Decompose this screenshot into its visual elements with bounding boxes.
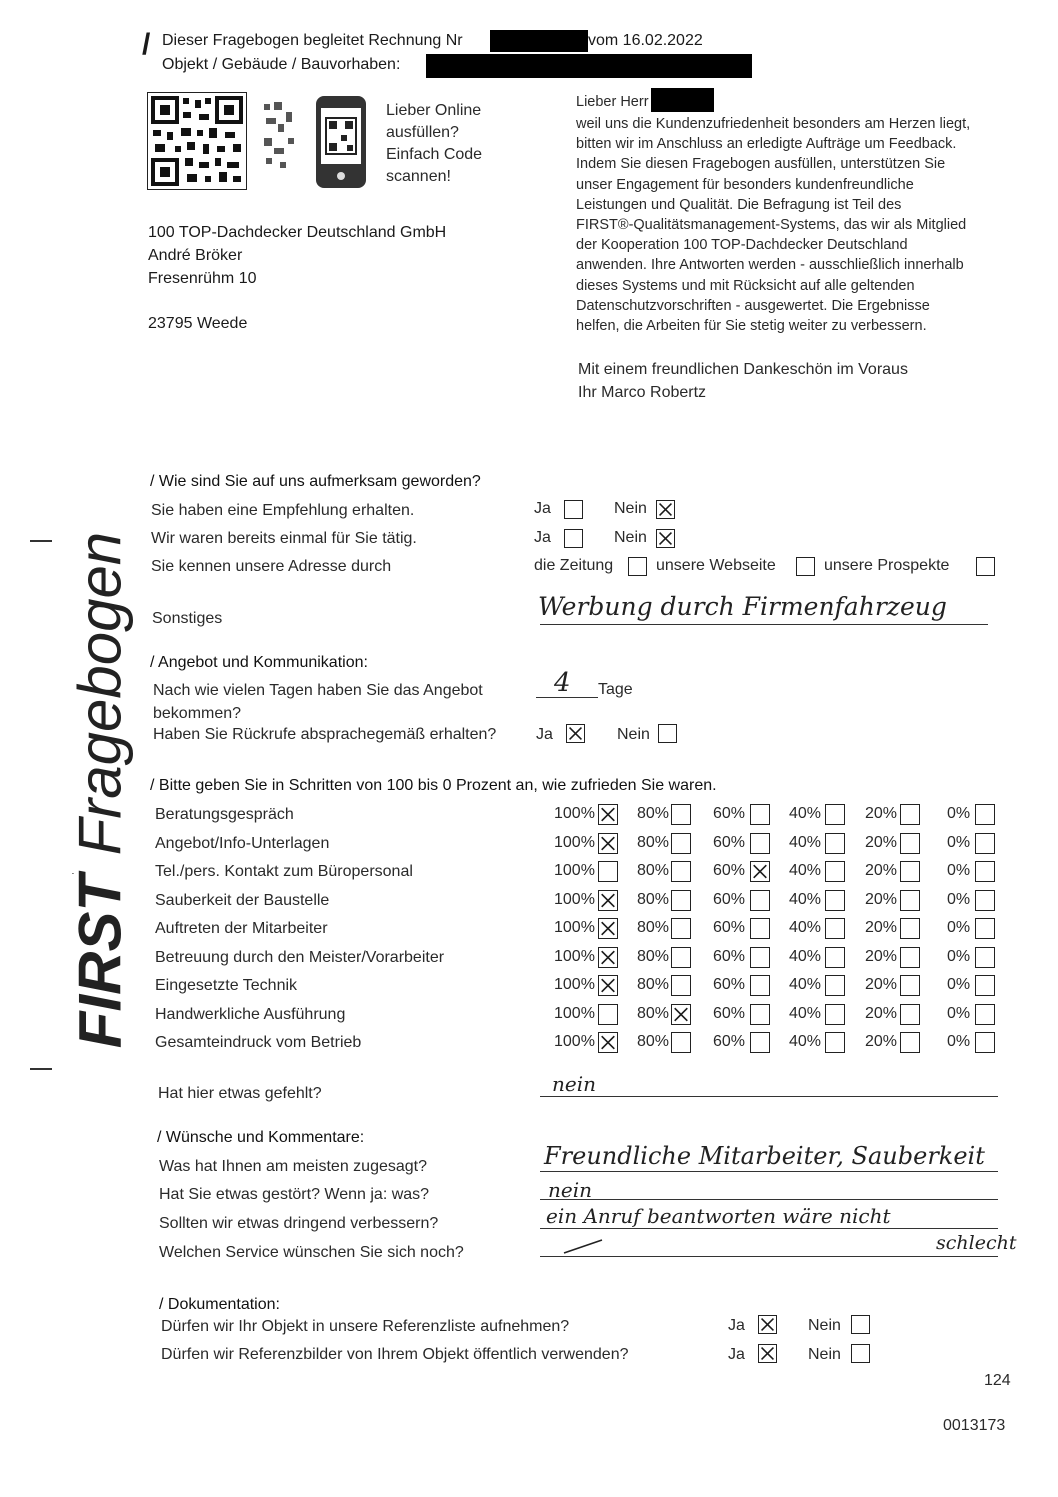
letter-signature: Ihr Marco Robertz (578, 384, 707, 401)
rating-checkbox-3-2[interactable] (750, 890, 770, 911)
rating-checkbox-5-4[interactable] (900, 947, 920, 968)
rating-level-label: 80% (637, 919, 670, 936)
rating-checkbox-1-3[interactable] (825, 833, 845, 854)
label-nein: Nein (808, 1317, 841, 1334)
check-x-icon (599, 1033, 617, 1052)
check-x-icon (751, 862, 769, 881)
rating-row-label: Auftreten der Mitarbeiter (155, 920, 328, 937)
rating-checkbox-8-1[interactable] (671, 1032, 691, 1053)
zugesagt-underline (540, 1171, 998, 1172)
phone-scan-icon (262, 94, 374, 190)
rating-checkbox-4-5[interactable] (975, 918, 995, 939)
rating-checkbox-3-3[interactable] (825, 890, 845, 911)
checkbox-taetig-ja[interactable] (564, 529, 583, 548)
rating-checkbox-5-1[interactable] (671, 947, 691, 968)
redaction-invoice-number (490, 30, 588, 52)
check-x-icon (599, 919, 617, 938)
address-city: 23795 Weede (148, 315, 248, 332)
q-adresse: Sie kennen unsere Adresse durch (151, 558, 392, 575)
rating-checkbox-1-5[interactable] (975, 833, 995, 854)
section5-title: / Dokumentation: (159, 1296, 280, 1313)
address-name: André Bröker (148, 247, 243, 264)
address-company: 100 TOP-Dachdecker Deutschland GmbH (148, 224, 447, 241)
address-street: Fresenrühm 10 (148, 270, 257, 287)
rating-row-label: Beratungsgespräch (155, 806, 294, 823)
rating-checkbox-4-4[interactable] (900, 918, 920, 939)
rating-checkbox-8-4[interactable] (900, 1032, 920, 1053)
check-x-icon (672, 1005, 690, 1024)
rating-checkbox-7-4[interactable] (900, 1004, 920, 1025)
rating-level-label: 20% (865, 976, 898, 993)
rating-checkbox-2-2[interactable] (750, 861, 770, 882)
rating-level-label: 0% (947, 805, 971, 822)
rating-row-label: Betreuung durch den Meister/Vorarbeiter (155, 949, 445, 966)
invoice-line-prefix: Dieser Fragebogen begleitet Rechnung Nr (162, 32, 463, 49)
rating-level-label: 80% (637, 1005, 670, 1022)
checkbox-referenzbilder-nein[interactable] (851, 1344, 870, 1363)
rating-level-label: 40% (789, 948, 822, 965)
q-angebot-tage-2: bekommen? (153, 705, 242, 722)
answer-gestoert[interactable]: nein (548, 1178, 592, 1202)
rating-level-label: 40% (789, 1005, 822, 1022)
rating-level-label: 60% (713, 805, 746, 822)
rating-level-label: 80% (637, 1033, 670, 1050)
rating-checkbox-1-2[interactable] (750, 833, 770, 854)
rating-checkbox-6-5[interactable] (975, 975, 995, 996)
rating-checkbox-4-1[interactable] (671, 918, 691, 939)
rating-level-label: 20% (865, 805, 898, 822)
rating-level-label: 80% (637, 805, 670, 822)
rating-level-label: 60% (713, 948, 746, 965)
rating-level-label: 0% (947, 891, 971, 908)
letter-line: helfen, die Arbeiten für Sie stetig weiter zu verbessern. (576, 318, 927, 335)
rating-checkbox-2-4[interactable] (900, 861, 920, 882)
check-x-icon (599, 976, 617, 995)
side-title-regular: Fragebogen (66, 531, 134, 856)
qr-promo-line-3: Einfach Code (386, 146, 483, 163)
object-label: Objekt / Gebäude / Bauvorhaben: (162, 56, 401, 73)
rating-checkbox-7-3[interactable] (825, 1004, 845, 1025)
section1-title: / Wie sind Sie auf uns aufmerksam geworden? (150, 473, 481, 490)
rating-checkbox-7-1[interactable] (671, 1004, 691, 1025)
fold-mark-top (30, 540, 52, 542)
q-referenzbilder: Dürfen wir Referenzbilder von Ihrem Objekt öffentlich verwenden? (161, 1346, 629, 1363)
rating-level-label: 60% (713, 1005, 746, 1022)
rating-checkbox-6-1[interactable] (671, 975, 691, 996)
label-nein: Nein (614, 500, 647, 517)
rating-level-label: 20% (865, 862, 898, 879)
q-angebot-tage: Nach wie vielen Tagen haben Sie das Angebot (153, 682, 483, 699)
rating-level-label: 100% (554, 948, 595, 965)
rating-level-label: 40% (789, 862, 822, 879)
rating-checkbox-4-2[interactable] (750, 918, 770, 939)
answer-zugesagt[interactable]: Freundliche Mitarbeiter, Sauberkeit (544, 1142, 985, 1170)
rating-checkbox-1-0[interactable] (598, 833, 618, 854)
checkbox-referenzliste-ja[interactable] (758, 1315, 777, 1334)
letter-line: Indem Sie diesen Fragebogen ausfüllen, unterstützen Sie (576, 156, 946, 173)
check-x-icon (599, 805, 617, 824)
rating-level-label: 20% (865, 834, 898, 851)
redaction-object (426, 54, 752, 78)
rating-checkbox-2-5[interactable] (975, 861, 995, 882)
rating-level-label: 0% (947, 862, 971, 879)
rating-level-label: 100% (554, 862, 595, 879)
days-underline (536, 697, 598, 698)
rating-level-label: 60% (713, 862, 746, 879)
rating-level-label: 0% (947, 834, 971, 851)
service-underline (540, 1256, 998, 1257)
rating-checkbox-1-4[interactable] (900, 833, 920, 854)
rating-checkbox-0-5[interactable] (975, 804, 995, 825)
q-service: Welchen Service wünschen Sie sich noch? (159, 1244, 464, 1261)
fold-mark-bottom (30, 1068, 52, 1070)
rating-level-label: 20% (865, 919, 898, 936)
check-x-icon (759, 1316, 776, 1333)
label-zeitung: die Zeitung (534, 557, 614, 574)
letter-line: FIRST®-Qualitätsmanagement-Systems, das wir als Mitglied (576, 217, 967, 234)
q-zugesagt: Was hat Ihnen am meisten zugesagt? (159, 1158, 427, 1175)
label-ja: Ja (728, 1346, 745, 1363)
letter-line: anwenden. Ihre Antworten werden - ausschließlich innerhalb (576, 257, 964, 274)
q-gefehlt: Hat hier etwas gefehlt? (158, 1085, 322, 1102)
rating-checkbox-7-0[interactable] (598, 1004, 618, 1025)
rating-level-label: 0% (947, 919, 971, 936)
rating-level-label: 100% (554, 1033, 595, 1050)
answer-verbessern-2[interactable]: schlecht (936, 1232, 1017, 1254)
section5-title-text: Dokumentation: (167, 1296, 280, 1313)
rating-level-label: 100% (554, 891, 595, 908)
rating-checkbox-3-5[interactable] (975, 890, 995, 911)
sonstiges-underline (540, 624, 988, 625)
rating-row-label: Tel./pers. Kontakt zum Büropersonal (155, 863, 413, 880)
rating-checkbox-2-1[interactable] (671, 861, 691, 882)
checkbox-prospekte[interactable] (976, 557, 995, 576)
label-nein: Nein (808, 1346, 841, 1363)
rating-row-label: Gesamteindruck vom Betrieb (155, 1034, 362, 1051)
checkbox-rueckrufe-ja[interactable] (566, 724, 585, 743)
days-unit: Tage (598, 681, 633, 698)
rating-checkbox-0-1[interactable] (671, 804, 691, 825)
rating-row-label: Sauberkeit der Baustelle (155, 892, 330, 909)
letter-line: unser Engagement für besonders kundenfreundliche (576, 176, 914, 193)
q-gestoert: Hat Sie etwas gestört? Wenn ja: was? (159, 1186, 430, 1203)
label-ja: Ja (534, 529, 551, 546)
checkbox-referenzbilder-ja[interactable] (758, 1344, 777, 1363)
section1-title-text: Wie sind Sie auf uns aufmerksam geworden? (158, 473, 481, 490)
rating-level-label: 100% (554, 1005, 595, 1022)
check-x-icon (599, 948, 617, 967)
q-referenzliste: Dürfen wir Ihr Objekt in unsere Referenzliste aufnehmen? (161, 1318, 570, 1335)
rating-level-label: 20% (865, 1033, 898, 1050)
verbessern-underline (540, 1228, 998, 1229)
rating-checkbox-0-3[interactable] (825, 804, 845, 825)
rating-level-label: 60% (713, 1033, 746, 1050)
rating-level-label: 40% (789, 834, 822, 851)
qr-code-icon[interactable] (147, 92, 247, 190)
invoice-date: vom 16.02.2022 (588, 32, 703, 49)
rating-level-label: 80% (637, 834, 670, 851)
rating-checkbox-2-0[interactable] (598, 861, 618, 882)
rating-level-label: 0% (947, 948, 971, 965)
checkbox-rueckrufe-nein[interactable] (658, 724, 677, 743)
rating-checkbox-3-0[interactable] (598, 890, 618, 911)
rating-checkbox-2-3[interactable] (825, 861, 845, 882)
rating-checkbox-3-1[interactable] (671, 890, 691, 911)
rating-level-label: 60% (713, 919, 746, 936)
sonstiges-value[interactable]: Werbung durch Firmenfahrzeug (538, 592, 947, 621)
rating-level-label: 0% (947, 1033, 971, 1050)
checkbox-referenzliste-nein[interactable] (851, 1315, 870, 1334)
label-nein: Nein (617, 726, 650, 743)
label-sonstiges: Sonstiges (152, 610, 223, 627)
header-slash: / (142, 28, 151, 61)
q-rueckrufe: Haben Sie Rückrufe absprachegemäß erhalten? (153, 726, 497, 743)
rating-level-label: 80% (637, 948, 670, 965)
rating-level-label: 40% (789, 919, 822, 936)
rating-checkbox-4-0[interactable] (598, 918, 618, 939)
rating-checkbox-8-0[interactable] (598, 1032, 618, 1053)
rating-level-label: 100% (554, 834, 595, 851)
rating-level-label: 100% (554, 805, 595, 822)
label-webseite: unsere Webseite (656, 557, 776, 574)
rating-checkbox-7-5[interactable] (975, 1004, 995, 1025)
section4-title-text: Wünsche und Kommentare: (165, 1129, 365, 1146)
rating-level-label: 60% (713, 834, 746, 851)
rating-checkbox-5-2[interactable] (750, 947, 770, 968)
rating-level-label: 100% (554, 976, 595, 993)
qr-promo-line-4: scannen! (386, 168, 451, 185)
page-number: 124 (984, 1372, 1011, 1389)
check-x-icon (599, 891, 617, 910)
rating-row-label: Handwerkliche Ausführung (155, 1006, 346, 1023)
rating-row-label: Angebot/Info-Unterlagen (155, 835, 330, 852)
letter-line: der Kooperation 100 TOP-Dachdecker Deutschland (576, 237, 908, 254)
checkbox-empfehlung-ja[interactable] (564, 500, 583, 519)
check-x-icon (657, 501, 674, 518)
rating-checkbox-1-1[interactable] (671, 833, 691, 854)
rating-row-label: Eingesetzte Technik (155, 977, 298, 994)
letter-closing: Mit einem freundlichen Dankeschön im Voraus (578, 361, 908, 378)
side-title: FIRST. Fragebogen (65, 531, 134, 1049)
q-verbessern: Sollten wir etwas dringend verbessern? (159, 1215, 439, 1232)
rating-checkbox-0-0[interactable] (598, 804, 618, 825)
letter-line: bitten wir im Anschluss an erledigte Aufträge um Feedback. (576, 136, 957, 153)
label-ja: Ja (534, 500, 551, 517)
rating-level-label: 20% (865, 948, 898, 965)
rating-checkbox-6-4[interactable] (900, 975, 920, 996)
answer-verbessern[interactable]: ein Anruf beantworten wäre nicht (546, 1204, 891, 1228)
check-x-icon (567, 725, 584, 742)
rating-checkbox-8-3[interactable] (825, 1032, 845, 1053)
rating-level-label: 20% (865, 891, 898, 908)
check-x-icon (599, 834, 617, 853)
qr-promo-line-1: Lieber Online (386, 102, 482, 119)
qr-promo-line-2: ausfüllen? (386, 124, 459, 141)
rating-level-label: 60% (713, 976, 746, 993)
label-ja: Ja (728, 1317, 745, 1334)
service-dash-mark (560, 1236, 608, 1256)
letter-line: dieses Systems und mit Rücksicht auf alle geltenden (576, 277, 915, 294)
check-x-icon (759, 1345, 776, 1362)
section4-title: / Wünsche und Kommentare: (157, 1129, 365, 1146)
rating-level-label: 80% (637, 891, 670, 908)
section3-title-text: Bitte geben Sie in Schritten von 100 bis 0 Prozent an, wie zufrieden Sie waren. (158, 777, 717, 794)
rating-level-label: 0% (947, 1005, 971, 1022)
rating-level-label: 40% (789, 1033, 822, 1050)
letter-salutation: Lieber Herr (576, 94, 649, 110)
gefehlt-value[interactable]: nein (552, 1072, 596, 1096)
rating-level-label: 40% (789, 805, 822, 822)
rating-level-label: 40% (789, 976, 822, 993)
q-bereits-taetig: Wir waren bereits einmal für Sie tätig. (151, 530, 417, 547)
letter-line: weil uns die Kundenzufriedenheit besonders am Herzen liegt, (576, 116, 971, 132)
rating-checkbox-8-2[interactable] (750, 1032, 770, 1053)
checkbox-webseite[interactable] (796, 557, 815, 576)
rating-level-label: 0% (947, 976, 971, 993)
letter-body (576, 114, 970, 336)
document-id: 0013173 (943, 1417, 1006, 1434)
rating-checkbox-6-3[interactable] (825, 975, 845, 996)
qr-promo-text (386, 100, 482, 188)
rating-checkbox-8-5[interactable] (975, 1032, 995, 1053)
rating-checkbox-4-3[interactable] (825, 918, 845, 939)
rating-checkbox-6-0[interactable] (598, 975, 618, 996)
section3-title: / Bitte geben Sie in Schritten von 100 bis 0 Prozent an, wie zufrieden Sie waren. (150, 777, 717, 794)
section2-title-text: Angebot und Kommunikation: (158, 654, 368, 671)
rating-checkbox-0-2[interactable] (750, 804, 770, 825)
rating-level-label: 20% (865, 1005, 898, 1022)
rating-checkbox-6-2[interactable] (750, 975, 770, 996)
redaction-recipient (651, 88, 714, 112)
rating-checkbox-0-4[interactable] (900, 804, 920, 825)
rating-checkbox-5-5[interactable] (975, 947, 995, 968)
rating-checkbox-7-2[interactable] (750, 1004, 770, 1025)
section2-title: / Angebot und Kommunikation: (150, 654, 368, 671)
checkbox-empfehlung-nein[interactable] (656, 500, 675, 519)
rating-checkbox-5-3[interactable] (825, 947, 845, 968)
label-nein: Nein (614, 529, 647, 546)
letter-line: Leistungen und Qualität. Die Befragung ist Teil des (576, 196, 902, 213)
rating-checkbox-5-0[interactable] (598, 947, 618, 968)
rating-level-label: 40% (789, 891, 822, 908)
days-value[interactable]: 4 (554, 668, 571, 698)
rating-level-label: 80% (637, 976, 670, 993)
rating-level-label: 60% (713, 891, 746, 908)
label-prospekte: unsere Prospekte (824, 557, 950, 574)
checkbox-zeitung[interactable] (628, 557, 647, 576)
rating-level-label: 80% (637, 862, 670, 879)
gestoert-underline (540, 1199, 998, 1200)
gefehlt-underline (540, 1096, 998, 1097)
checkbox-taetig-nein[interactable] (656, 529, 675, 548)
label-ja: Ja (536, 726, 553, 743)
q-empfehlung: Sie haben eine Empfehlung erhalten. (151, 502, 415, 519)
side-title-bold: FIRST (66, 874, 134, 1049)
rating-checkbox-3-4[interactable] (900, 890, 920, 911)
letter-line: Datenschutzvorschriften - ausgewertet. Die Ergebnisse (576, 297, 930, 314)
rating-level-label: 100% (554, 919, 595, 936)
check-x-icon (657, 530, 674, 547)
